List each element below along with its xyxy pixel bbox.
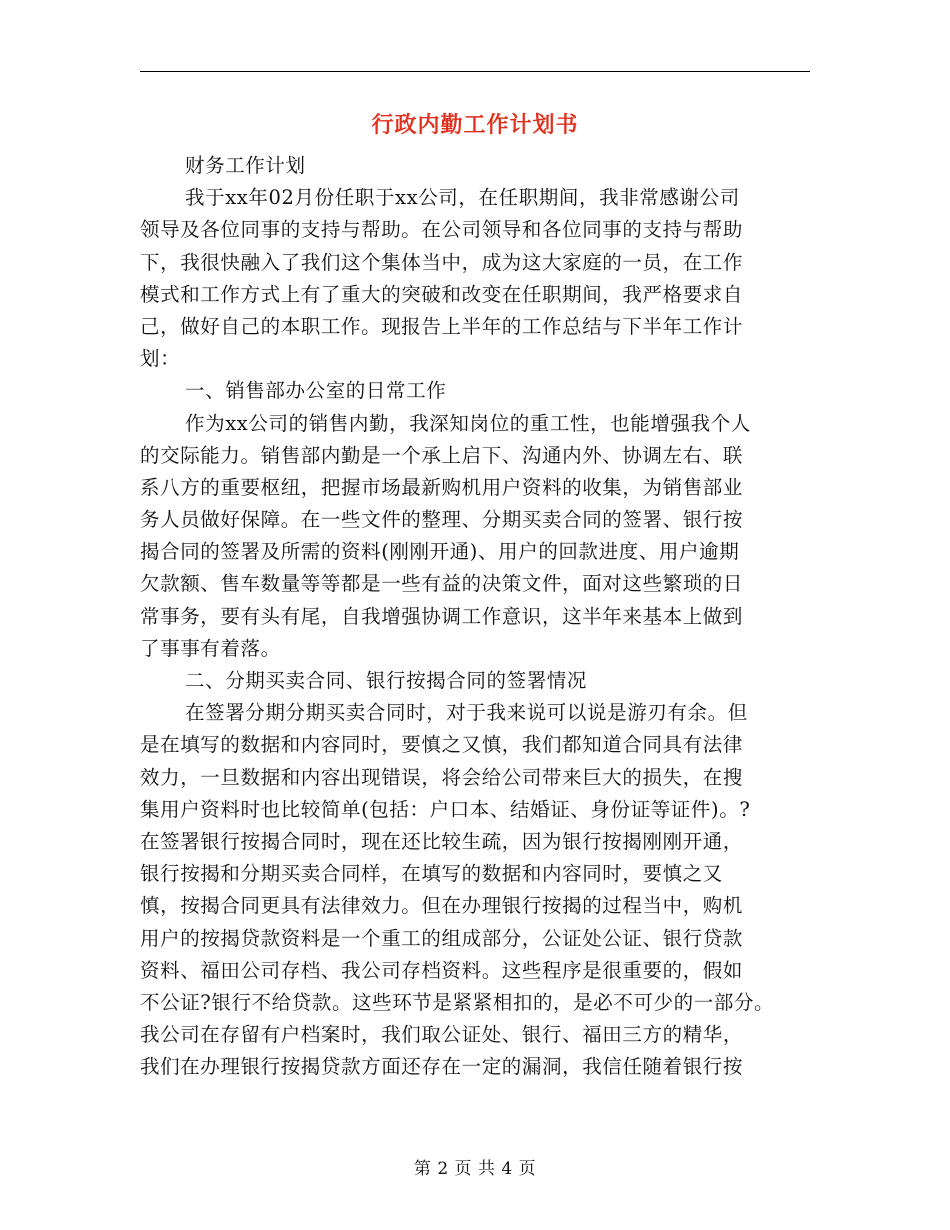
paragraph-line: 常事务，要有头有尾，自我增强协调工作意识，这半年来基本上做到 bbox=[140, 604, 744, 628]
paragraph-line: 资料、福田公司存档、我公司存档资料。这些程序是很重要的，假如 bbox=[140, 958, 744, 982]
paragraph-line: 欠款额、售车数量等等都是一些有益的决策文件，面对这些繁琐的日 bbox=[140, 572, 744, 596]
paragraph-line: 慎，按揭合同更具有法律效力。但在办理银行按揭的过程当中，购机 bbox=[140, 894, 744, 918]
paragraph-line: 己，做好自己的本职工作。现报告上半年的工作总结与下半年工作计 bbox=[140, 314, 744, 338]
paragraph-line: 作为xx公司的销售内勤，我深知岗位的重工性，也能增强我个人 bbox=[185, 411, 751, 435]
page-number: 第 2 页 共 4 页 bbox=[413, 1159, 537, 1179]
section-heading: 财务工作计划 bbox=[185, 154, 306, 177]
paragraph-line: 效力，一旦数据和内容出现错误，将会给公司带来巨大的损失，在搜 bbox=[140, 765, 744, 789]
paragraph-line: 领导及各位同事的支持与帮助。在公司领导和各位同事的支持与帮助 bbox=[140, 218, 744, 242]
paragraph-line: 集用户资料时也比较简单(包括：户口本、结婚证、身份证等证件)。? bbox=[140, 797, 751, 821]
paragraph-line: 我于xx年02月份任职于xx公司，在任职期间，我非常感谢公司 bbox=[185, 186, 740, 210]
paragraph-line: 揭合同的签署及所需的资料(刚刚开通)、用户的回款进度、用户逾期 bbox=[140, 540, 740, 564]
paragraph-line: 系八方的重要枢纽，把握市场最新购机用户资料的收集，为销售部业 bbox=[140, 475, 744, 499]
document-body bbox=[140, 150, 820, 1083]
paragraph-line: 务人员做好保障。在一些文件的整理、分期买卖合同的签署、银行按 bbox=[140, 508, 744, 532]
paragraph-line: 模式和工作方式上有了重大的突破和改变在任职期间，我严格要求自 bbox=[140, 282, 744, 306]
section-heading: 一、销售部办公室的日常工作 bbox=[185, 379, 447, 403]
paragraph-line: 下，我很快融入了我们这个集体当中，成为这大家庭的一员，在工作 bbox=[140, 250, 744, 274]
paragraph-line: 银行按揭和分期买卖合同样，在填写的数据和内容同时，要慎之又 bbox=[140, 862, 723, 886]
document-title: 行政内勤工作计划书 bbox=[371, 112, 579, 138]
paragraph-line: 在签署银行按揭合同时，现在还比较生疏，因为银行按揭刚刚开通， bbox=[140, 829, 744, 853]
paragraph-line: 划： bbox=[140, 347, 181, 371]
paragraph-line: 我们在办理银行按揭贷款方面还存在一定的漏洞，我信任随着银行按 bbox=[140, 1055, 744, 1079]
paragraph-line: 是在填写的数据和内容同时，要慎之又慎，我们都知道合同具有法律 bbox=[140, 733, 744, 757]
section-heading: 二、分期买卖合同、银行按揭合同的签署情况 bbox=[185, 669, 588, 692]
paragraph-line: 在签署分期分期买卖合同时，对于我来说可以说是游刃有余。但 bbox=[185, 701, 748, 725]
header-rule bbox=[140, 71, 810, 72]
paragraph-line: 我公司在存留有户档案时，我们取公证处、银行、福田三方的精华， bbox=[140, 1023, 744, 1047]
paragraph-line: 不公证?银行不给贷款。这些环节是紧紧相扣的，是必不可少的一部分。 bbox=[140, 990, 775, 1014]
paragraph-line: 了事事有着落。 bbox=[140, 636, 281, 660]
paragraph-line: 的交际能力。销售部内勤是一个承上启下、沟通内外、协调左右、联 bbox=[140, 443, 744, 467]
paragraph-line: 用户的按揭贷款资料是一个重工的组成部分，公证处公证、银行贷款 bbox=[140, 926, 744, 950]
